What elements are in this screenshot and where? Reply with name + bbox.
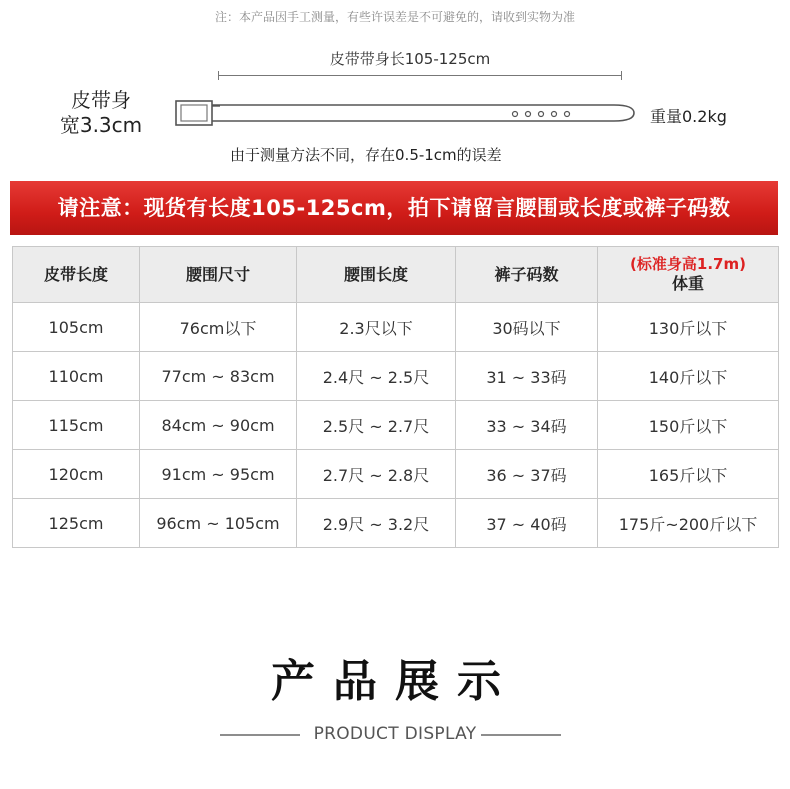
header-cell <box>13 247 140 303</box>
table-cell: 2.3尺以下 <box>297 303 456 352</box>
belt-hole <box>513 112 518 117</box>
table-cell: 2.9尺 ~ 3.2尺 <box>297 499 456 548</box>
header-label: 皮带长度 <box>43 264 108 284</box>
table-cell: 125cm <box>13 499 140 548</box>
table-row <box>13 499 779 548</box>
table-cell: 77cm ~ 83cm <box>140 352 297 401</box>
belt-hole <box>552 112 557 117</box>
table-cell: 31 ~ 33码 <box>456 352 598 401</box>
belt-hole <box>526 112 531 117</box>
table-cell: 91cm ~ 95cm <box>140 450 297 499</box>
buckle-inner <box>181 105 207 121</box>
table-cell: 120cm <box>13 450 140 499</box>
measurement-error-label: 由于测量方法不同，存在0.5-1cm的误差 <box>230 146 502 164</box>
divider-left <box>220 734 300 736</box>
belt-width-label-line2: 宽3.3cm <box>59 113 143 137</box>
belt-width-label <box>46 88 156 138</box>
header-label: 腰围尺寸 <box>185 264 250 284</box>
table-cell: 140斤以下 <box>598 352 779 401</box>
belt-hole <box>565 112 570 117</box>
table-row <box>13 401 779 450</box>
table-cell: 76cm以下 <box>140 303 297 352</box>
table-cell: 165斤以下 <box>598 450 779 499</box>
belt-weight-label: 重量0.2kg <box>650 107 727 126</box>
table-row <box>13 303 779 352</box>
header-label: 体重 <box>671 273 704 293</box>
header-cell <box>456 247 598 303</box>
size-table <box>12 246 779 548</box>
table-cell: 30码以下 <box>456 303 598 352</box>
product-display-subtitle: PRODUCT DISPLAY <box>313 724 477 744</box>
header-label: 裤子码数 <box>494 264 559 284</box>
belt-width-label-line1: 皮带身 <box>71 88 131 112</box>
table-cell: 115cm <box>13 401 140 450</box>
table-cell: 84cm ~ 90cm <box>140 401 297 450</box>
table-cell: 96cm ~ 105cm <box>140 499 297 548</box>
table-cell: 2.5尺 ~ 2.7尺 <box>297 401 456 450</box>
belt-length-label: 皮带带身长105-125cm <box>329 50 491 68</box>
divider-right <box>481 734 561 736</box>
table-cell: 36 ~ 37码 <box>456 450 598 499</box>
notice-banner: 请注意：现货有长度105-125cm，拍下请留言腰围或长度或裤子码数 <box>10 181 778 235</box>
table-row <box>13 450 779 499</box>
length-dimension-line <box>218 75 622 76</box>
belt-hole <box>539 112 544 117</box>
table-cell: 150斤以下 <box>598 401 779 450</box>
table-cell: 33 ~ 34码 <box>456 401 598 450</box>
table-cell: 105cm <box>13 303 140 352</box>
top-disclaimer: 注：本产品因手工测量，有些许误差是不可避免的，请收到实物为准 <box>214 10 575 24</box>
table-header-row <box>13 247 779 303</box>
header-cell <box>297 247 456 303</box>
table-row <box>13 352 779 401</box>
header-label: 腰围长度 <box>343 264 408 284</box>
table-cell: 175斤~200斤以下 <box>598 499 779 548</box>
table-cell: 110cm <box>13 352 140 401</box>
header-note: (标准身高1.7m) <box>630 254 746 273</box>
table-cell: 130斤以下 <box>598 303 779 352</box>
table-cell: 2.7尺 ~ 2.8尺 <box>297 450 456 499</box>
header-cell <box>140 247 297 303</box>
belt-strap <box>212 105 634 121</box>
header-cell <box>598 247 779 303</box>
belt-diagram <box>174 98 636 128</box>
table-cell: 2.4尺 ~ 2.5尺 <box>297 352 456 401</box>
table-cell: 37 ~ 40码 <box>456 499 598 548</box>
product-display-title: 产品展示 <box>271 656 519 707</box>
